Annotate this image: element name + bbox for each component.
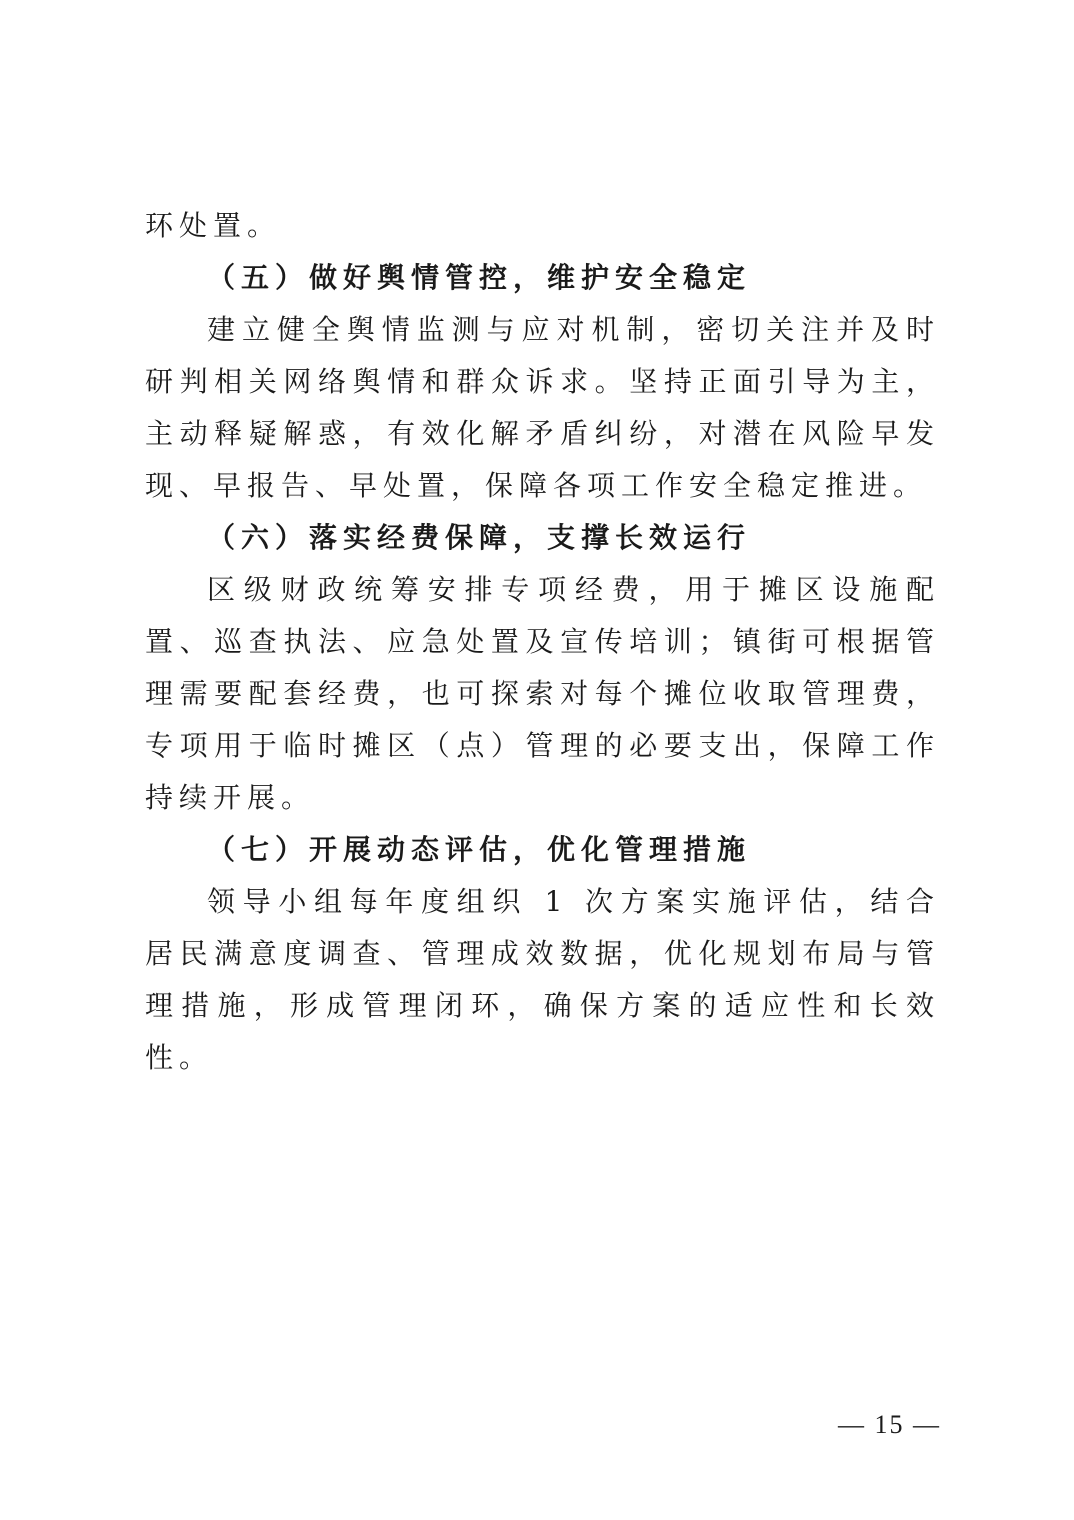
section-heading-six: （六）落实经费保障，支撑长效运行: [207, 521, 752, 554]
section-heading-seven: （七）开展动态评估，优化管理措施: [207, 833, 752, 866]
section-heading-five: （五）做好舆情管控，维护安全稳定: [207, 261, 752, 294]
paragraph-funding: 区级财政统筹安排专项经费，用于摊区设施配置、巡查执法、应急处置及宣传培训；镇街可根据管理需要配套经费，也可探索对每个摊位收取管理费，专项用于临时摊区（点）管理的必要支出，保障工作持续开展。: [145, 573, 940, 814]
document-page: [145, 200, 940, 1084]
paragraph-public-opinion: 建立健全舆情监测与应对机制，密切关注并及时研判相关网络舆情和群众诉求。坚持正面引导为主，主动释疑解惑，有效化解矛盾纠纷，对潜在风险早发现、早报告、早处置，保障各项工作安全稳定推进。: [145, 313, 940, 502]
paragraph-evaluation: 领导小组每年度组织 1 次方案实施评估，结合居民满意度调查、管理成效数据，优化规划布局与管理措施，形成管理闭环，确保方案的适应性和长效性。: [145, 885, 940, 1074]
page-number: — 15 —: [838, 1410, 941, 1439]
paragraph-continuation: 环处置。: [145, 209, 282, 242]
